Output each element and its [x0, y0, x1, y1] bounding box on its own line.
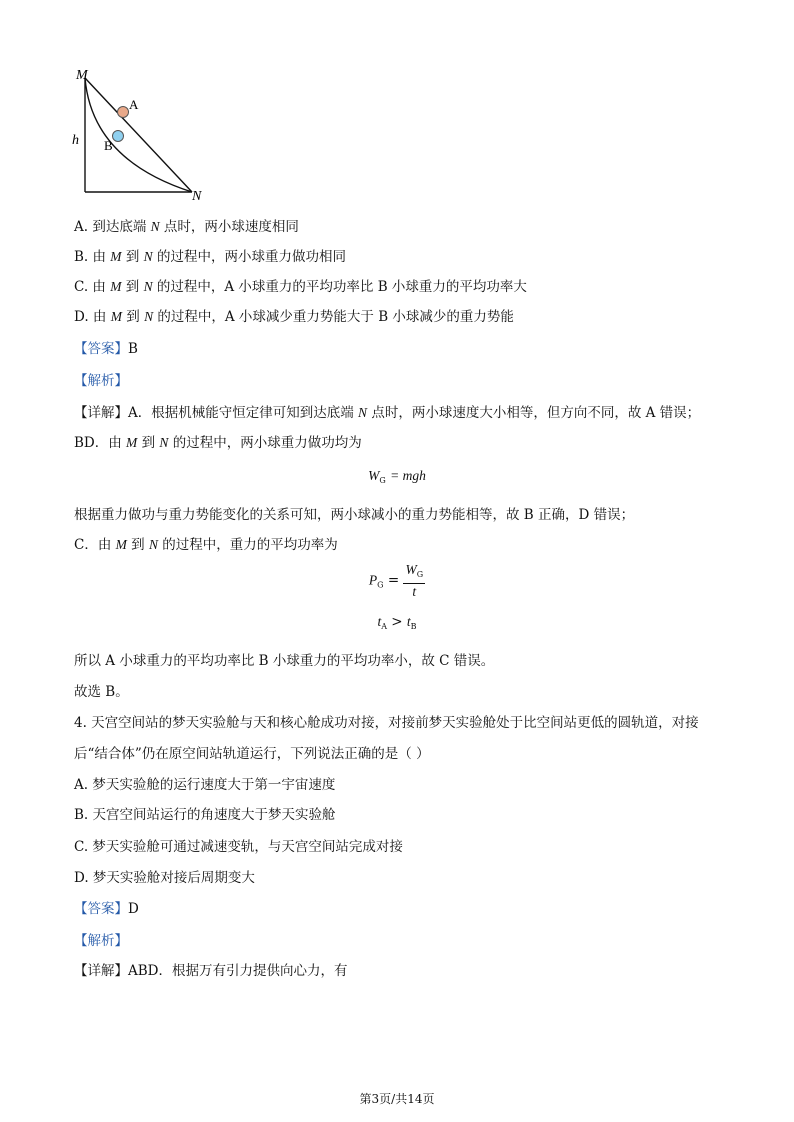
label-b: B: [104, 138, 113, 153]
ball-a: [118, 107, 129, 118]
q3-detail-a: 【详解】A．根据机械能守恒定律可知到达底端 N 点时，两小球速度大小相等，但方向不同，故 A 错误；: [74, 405, 701, 421]
q3-option-d: D. 由 M 到 N 的过程中，A 小球减少重力势能大于 B 小球减少的重力势能: [74, 309, 514, 325]
q3-detail-c2: 所以 A 小球重力的平均功率比 B 小球重力的平均功率小，故 C 错误。: [74, 653, 495, 669]
q4-option-d: D. 梦天实验舱对接后周期变大: [74, 870, 255, 886]
q3-detail-bd2: 根据重力做功与重力势能变化的关系可知，两小球减小的重力势能相等，故 B 正确，D 错误；: [74, 507, 635, 523]
label-n: N: [192, 189, 202, 204]
power-fraction: $\frac{W_G}{t}$: [405, 562, 424, 599]
q4-detail: 【详解】ABD．根据万有引力提供向心力，有: [74, 963, 348, 979]
label-a: A: [129, 97, 139, 112]
equation-time: $t_A > t_B$: [377, 614, 417, 631]
label-m: M: [76, 68, 88, 83]
q3-detail-c: C．由 M 到 N 的过程中，重力的平均功率为: [74, 537, 338, 553]
q4-option-b: B. 天宫空间站运行的角速度大于梦天实验舱: [74, 807, 336, 823]
q4-option-a: A. 梦天实验舱的运行速度大于第一宇宙速度: [74, 777, 336, 793]
q3-option-c: C. 由 M 到 N 的过程中，A 小球重力的平均功率比 B 小球重力的平均功率大: [74, 279, 527, 295]
q3-detail-bd: BD．由 M 到 N 的过程中，两小球重力做功均为: [74, 435, 362, 451]
page-footer: 第3页/共14页: [359, 1092, 435, 1106]
q4-answer: 【答案】D: [74, 901, 139, 917]
q3-analysis-tag: 【解析】: [74, 373, 128, 389]
q3-option-a: A. 到达底端 N 点时，两小球速度相同: [74, 219, 299, 235]
q3-option-b: B. 由 M 到 N 的过程中，两小球重力做功相同: [74, 249, 346, 265]
ball-b: [113, 131, 124, 142]
answer-tag: 【答案】: [74, 341, 128, 357]
q3-answer: 【答案】B: [74, 341, 138, 357]
equation-power: $P_G$ = $\frac{W_G}{t}$: [368, 562, 424, 599]
q4-option-c: C. 梦天实验舱可通过减速变轨，与天宫空间站完成对接: [74, 839, 403, 855]
equation-work: $W_G$ = mgh: [368, 468, 426, 485]
q4-stem-line2: 后“结合体”仍在原空间站轨道运行，下列说法正确的是（ ）: [74, 746, 430, 762]
straight-track: [85, 78, 192, 192]
q4-stem-line1: 4. 天宫空间站的梦天实验舱与天和核心舱成功对接，对接前梦天实验舱处于比空间站更低的圆轨道，对接: [74, 715, 699, 731]
label-h: h: [72, 133, 79, 148]
q4-analysis-tag: 【解析】: [74, 933, 128, 949]
incline-diagram: [70, 64, 220, 204]
q3-conclusion: 故选 B。: [74, 684, 129, 700]
